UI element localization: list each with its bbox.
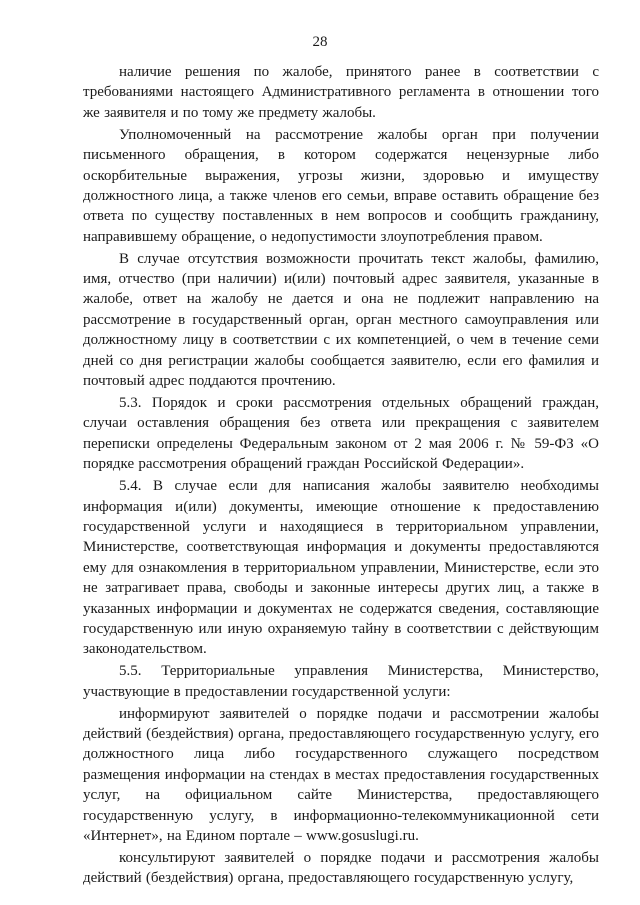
paragraph-decision-existing: наличие решения по жалобе, принятого ранее в соответствии с требованиями настоящего Административного регламента в отношении того же заявителя и по тому же предмету жалобы. [83,64,599,121]
paragraph-inform-applicants: информируют заявителей о порядке подачи и рассмотрении жалобы действий (бездействия) органа, предоставляющего государственную услугу, его должностного лица либо государственного служащего посредством размещения информации на стендах в местах предоставления государственных услуг, на официальном сайте Министерства, предоставляющего государственную услугу, в информационно-телекоммуникационной сети «Интернет», на Едином портале – www.gosuslugi.ru. [83,705,599,845]
document-body [83,62,599,890]
paragraph-5-5: 5.5. Территориальные управления Министерства, Министерство, участвующие в предоставлении государственной услуги: [83,663,599,700]
paragraph-5-3: 5.3. Порядок и сроки рассмотрения отдельных обращений граждан, случаи оставления обращения без ответа или прекращения с заявителем переписки определены Федеральным законом от 2 мая 2006 г. № 59-ФЗ «О порядке рассмотрения обращений граждан Российской Федерации». [83,395,599,473]
page-number: 28 [312,34,328,50]
paragraph-5-4: 5.4. В случае если для написания жалобы заявителю необходимы информация и(или) документы, имеющие отношение к предоставлению государственной услуги и находящиеся в территориальном управлении, Министерстве, соответствующая информация и документы предоставляются ему для ознакомления в территориальном управлении, Министерстве, если это не затрагивает права, свободы и законные интересы других лиц, а также в указанных информации и документах не содержатся сведения, составляющие государственную или иную охраняемую тайну в соответствии с действующим законодательством. [83,478,599,658]
paragraph-obscene-appeal: Уполномоченный на рассмотрение жалобы орган при получении письменного обращения, в котором содержатся нецензурные либо оскорбительные выражения, угрозы жизни, здоровью и имуществу должностного лица, а также членов его семьи, вправе оставить обращение без ответа по существу поставленных в нем вопросов и сообщить гражданину, направившему обращение, о недопустимости злоупотребления правом. [83,126,599,245]
paragraph-consult-applicants: консультируют заявителей о порядке подачи и рассмотрения жалобы действий (бездействия) органа, предоставляющего государственную услугу, [83,849,599,887]
paragraph-unreadable-complaint: В случае отсутствия возможности прочитать текст жалобы, фамилию, имя, отчество (при наличии) и(или) почтовый адрес заявителя, указанные в жалобе, ответ на жалобу не дается и она не подлежит направлению на рассмотрение в государственный орган, орган местного самоуправления или должностному лицу в соответствии с их компетенцией, о чем в течение семи дней со дня регистрации жалобы сообщается заявителю, если его фамилия и почтовый адрес поддаются прочтению. [83,250,599,390]
